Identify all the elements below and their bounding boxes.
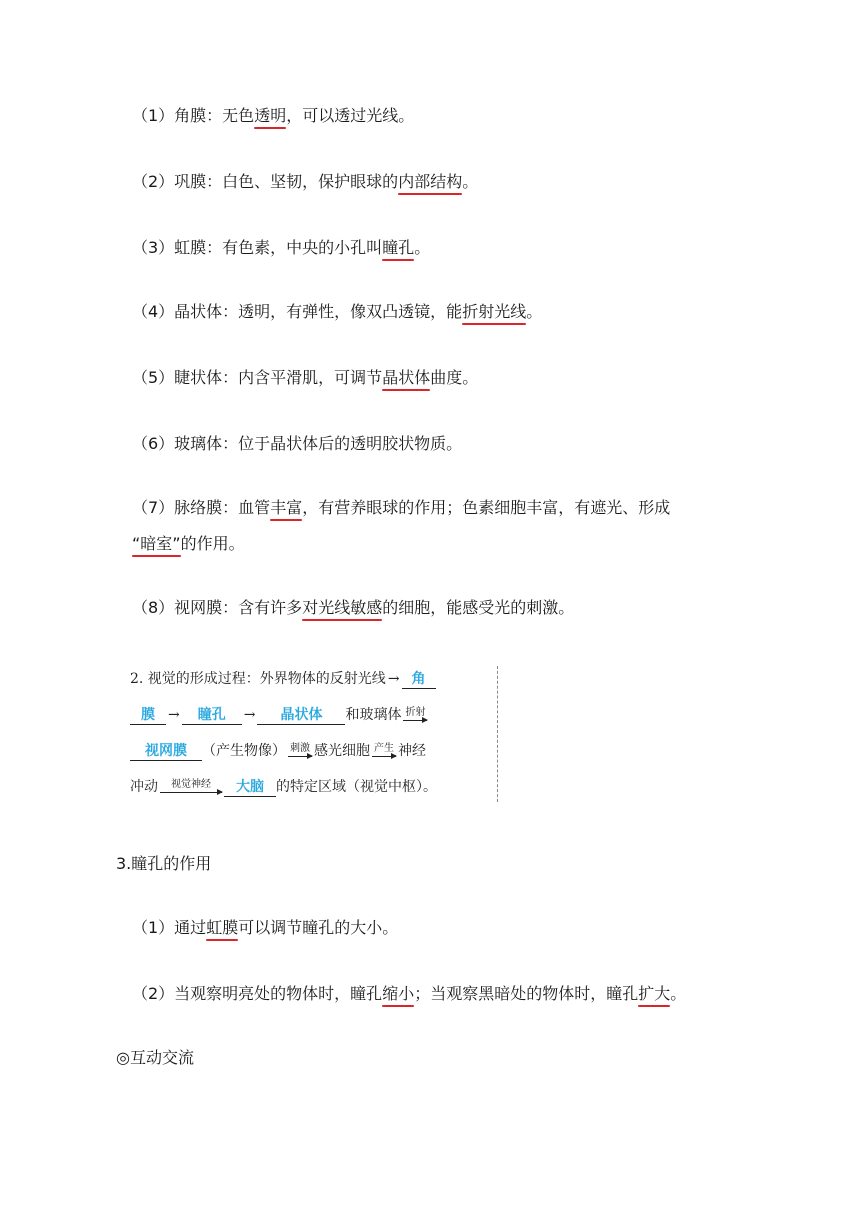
- arrow-icon: [160, 792, 222, 793]
- answer-retina: 视网膜: [130, 742, 202, 761]
- text-segment: ；当观察黑暗处的物体时，瞳孔: [414, 984, 639, 1003]
- text-segment: 曲度。: [430, 368, 479, 387]
- text-line-item8: [132, 598, 574, 618]
- answer-cornea-part2: 膜: [130, 706, 166, 725]
- text-segment: 。: [462, 172, 479, 191]
- answer-brain: 大脑: [224, 778, 276, 797]
- underlined-answer: 缩小: [382, 984, 415, 1003]
- underlined-answer: 折射光线: [462, 302, 527, 321]
- labeled-arrow-stimulate: [288, 744, 312, 761]
- text-line-interact: [116, 1048, 194, 1068]
- figure-row-2: [130, 706, 429, 725]
- answer-pupil: 瞳孔: [182, 706, 242, 725]
- underlined-answer: 对光线敏感: [302, 598, 383, 617]
- text-segment: ，有营养眼球的作用；色素细胞丰富，有遮光、形成: [302, 498, 671, 517]
- text-segment: ◎互动交流: [116, 1048, 194, 1067]
- figure-row-4: [130, 778, 437, 797]
- text-segment: 。: [670, 984, 687, 1003]
- vision-process-figure: [130, 662, 502, 804]
- figure-row-1: [130, 670, 436, 689]
- text-line-item5: [132, 368, 478, 388]
- text-segment: （1）角膜：无色: [132, 106, 255, 125]
- figure-text-image: （产生物像）: [202, 743, 286, 759]
- underlined-answer: 丰富: [270, 498, 303, 517]
- text-segment: （4）晶状体：透明，有弹性，像双凸透镜，能: [132, 302, 463, 321]
- arrow-label-refract: 折射: [405, 707, 426, 718]
- underlined-answer: 内部结构: [398, 172, 463, 191]
- labeled-arrow-optic-nerve: [160, 780, 222, 797]
- arrow-icon: [372, 756, 396, 757]
- text-line-p3-1: [132, 918, 398, 938]
- underlined-answer: 瞳孔: [382, 238, 415, 257]
- figure-text-photoreceptor: 感光细胞: [314, 743, 370, 759]
- text-line-item2: [132, 172, 478, 192]
- underlined-answer: 晶状体: [382, 368, 431, 387]
- labeled-arrow-refract: [403, 708, 427, 725]
- figure-text-region: 的特定区域（视觉中枢）。: [276, 779, 437, 795]
- figure-intro: 2. 视觉的形成过程：外界物体的反射光线: [130, 671, 386, 687]
- labeled-arrow-produce: [372, 744, 396, 761]
- text-line-item7b: [132, 534, 245, 554]
- text-segment: ，可以透过光线。: [286, 106, 415, 125]
- text-line-item3: [132, 238, 430, 258]
- underlined-answer: 透明: [254, 106, 287, 125]
- text-segment: （5）睫状体：内含平滑肌，可调节: [132, 368, 383, 387]
- figure-text-impulse: 冲动: [130, 779, 158, 795]
- answer-cornea-part1: 角: [402, 670, 436, 689]
- arrow-label-stimulate: 刺激: [290, 743, 310, 754]
- figure-text-vitreous: 和玻璃体: [345, 707, 402, 723]
- text-segment: 3.瞳孔的作用: [116, 854, 212, 873]
- text-segment: 的作用。: [180, 534, 245, 553]
- arrow-icon: →: [168, 707, 180, 723]
- text-segment: （1）通过: [132, 918, 207, 937]
- answer-lens: 晶状体: [257, 706, 345, 725]
- text-segment: 。: [414, 238, 431, 257]
- text-segment: （8）视网膜：含有许多: [132, 598, 303, 617]
- text-segment: （2）巩膜：白色、坚韧，保护眼球的: [132, 172, 399, 191]
- text-line-item6: [132, 434, 462, 454]
- arrow-icon: →: [243, 707, 256, 723]
- text-line-item1: [132, 106, 414, 126]
- text-segment: 可以调节瞳孔的大小。: [238, 918, 399, 937]
- text-line-heading3: [116, 854, 211, 874]
- text-line-item7a: [132, 498, 670, 518]
- underlined-answer: 扩大: [638, 984, 671, 1003]
- underlined-answer: 虹膜: [206, 918, 239, 937]
- text-segment: （6）玻璃体：位于晶状体后的透明胶状物质。: [132, 434, 463, 453]
- arrow-label-produce: 产生: [374, 743, 394, 754]
- arrow-icon: [288, 756, 312, 757]
- text-segment: 的细胞，能感受光的刺激。: [382, 598, 575, 617]
- arrow-label-optic-nerve: 视觉神经: [171, 779, 211, 790]
- text-segment: （7）脉络膜：血管: [132, 498, 271, 517]
- arrow-icon: [403, 720, 427, 721]
- text-line-p3-2: [132, 984, 686, 1004]
- arrow-icon: →: [387, 671, 400, 687]
- text-line-item4: [132, 302, 542, 322]
- underlined-answer: “暗室”: [132, 534, 181, 553]
- figure-dashed-divider: [497, 666, 498, 802]
- text-segment: 。: [526, 302, 543, 321]
- text-segment: （3）虹膜：有色素，中央的小孔叫: [132, 238, 383, 257]
- text-segment: （2）当观察明亮处的物体时，瞳孔: [132, 984, 383, 1003]
- figure-row-3: [130, 742, 426, 761]
- figure-text-nerve: 神经: [398, 743, 426, 759]
